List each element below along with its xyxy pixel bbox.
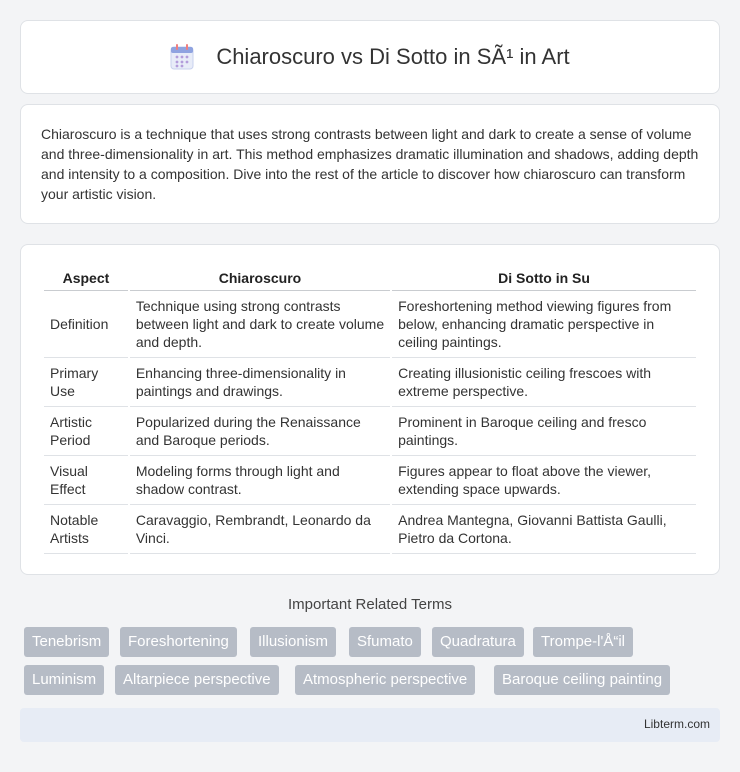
chiaroscuro-cell: Modeling forms through light and shadow contrast. — [130, 456, 390, 505]
tag-tenebrism[interactable]: Tenebrism — [24, 627, 109, 657]
chiaroscuro-cell: Enhancing three-dimensionality in paintings and drawings. — [130, 358, 390, 407]
header-di-sotto-in-su: Di Sotto in Su — [392, 265, 696, 291]
tag-baroque-ceiling-painting[interactable]: Baroque ceiling painting — [494, 665, 670, 695]
table-row — [44, 456, 696, 505]
table-header-row — [44, 265, 696, 291]
comparison-card — [20, 244, 720, 575]
chiaroscuro-cell: Popularized during the Renaissance and Baroque periods. — [130, 407, 390, 456]
di-sotto-cell: Andrea Mantegna, Giovanni Battista Gaulli, Pietro da Cortona. — [392, 505, 696, 554]
related-terms-title: Important Related Terms — [288, 596, 452, 613]
page-title: Chiaroscuro vs Di Sotto in SÃ¹ in Art — [216, 44, 570, 69]
tag-altarpiece-perspective[interactable]: Altarpiece perspective — [115, 665, 279, 695]
tag-illusionism[interactable]: Illusionism — [250, 627, 336, 657]
table-row — [44, 505, 696, 554]
footer — [20, 708, 720, 742]
chiaroscuro-cell: Caravaggio, Rembrandt, Leonardo da Vinci. — [130, 505, 390, 554]
tag-quadratura[interactable]: Quadratura — [432, 627, 524, 657]
header-aspect: Aspect — [44, 265, 128, 291]
aspect-cell: Visual Effect — [44, 456, 128, 505]
aspect-cell: Primary Use — [44, 358, 128, 407]
tag-luminism[interactable]: Luminism — [24, 665, 104, 695]
di-sotto-cell: Creating illusionistic ceiling frescoes with extreme perspective. — [392, 358, 696, 407]
table-row — [44, 358, 696, 407]
intro-card — [20, 104, 720, 224]
tag-atmospheric-perspective[interactable]: Atmospheric perspective — [295, 665, 475, 695]
title-card — [20, 20, 720, 94]
tag-trompe-l-oeil[interactable]: Trompe-l'Å“il — [533, 627, 633, 657]
calendar-icon — [170, 44, 194, 70]
aspect-cell: Notable Artists — [44, 505, 128, 554]
tag-sfumato[interactable]: Sfumato — [349, 627, 421, 657]
table-row — [44, 291, 696, 358]
di-sotto-cell: Figures appear to float above the viewer, extending space upwards. — [392, 456, 696, 505]
di-sotto-cell: Foreshortening method viewing figures from below, enhancing dramatic perspective in ceiling paintings. — [392, 291, 696, 358]
comparison-table — [42, 265, 698, 554]
header-chiaroscuro: Chiaroscuro — [130, 265, 390, 291]
tag-foreshortening[interactable]: Foreshortening — [120, 627, 237, 657]
intro-text: Chiaroscuro is a technique that uses strong contrasts between light and dark to create a sense of volume and three-dimensionality in art. This method emphasizes dramatic illumination and shadows, adding depth and intensity to a composition. Dive into the rest of the article to discover how chiaroscuro can transform your artistic vision. — [41, 126, 699, 202]
chiaroscuro-cell: Technique using strong contrasts between light and dark to create volume and depth. — [130, 291, 390, 358]
table-row — [44, 407, 696, 456]
footer-site-link[interactable]: Libterm.com — [643, 717, 710, 731]
di-sotto-cell: Prominent in Baroque ceiling and fresco paintings. — [392, 407, 696, 456]
aspect-cell: Definition — [44, 291, 128, 358]
aspect-cell: Artistic Period — [44, 407, 128, 456]
